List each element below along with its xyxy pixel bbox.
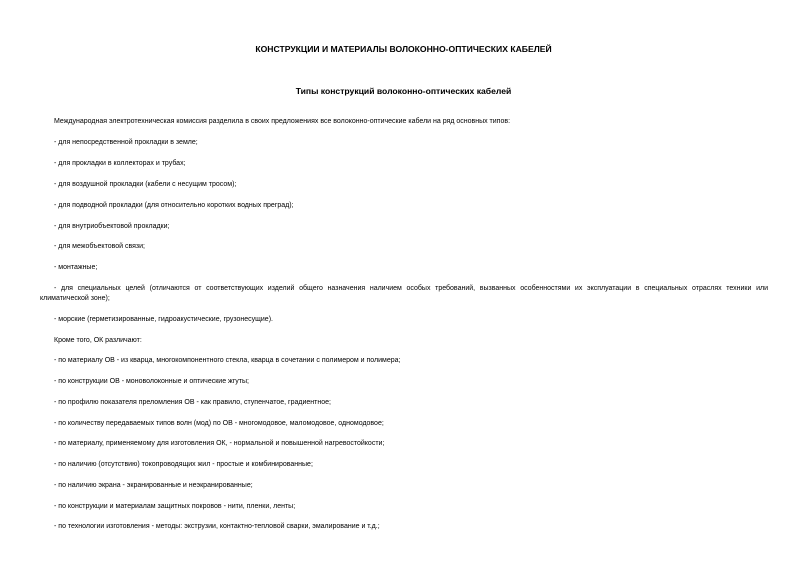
list-item — [40, 481, 768, 491]
intro-paragraph — [40, 117, 768, 127]
type-item-underwater: - для подводной прокладки (для относительно коротких водных преград); — [54, 202, 294, 209]
distinction-conductors: - по наличию (отсутствию) токопроводящих жил - простые и комбинированные; — [54, 461, 313, 468]
type-item-aerial: - для воздушной прокладки (кабели с несущим тросом); — [54, 181, 237, 188]
section-title: Типы конструкций волоконно-оптических кабелей — [295, 86, 512, 96]
distinction-modes: - по количеству передаваемых типов волн (мод) по ОВ - многомодовое, маломодовое, одномодовое; — [54, 420, 384, 427]
list-item — [40, 315, 768, 325]
type-item-marine: - морские (герметизированные, гидроакустические, грузонесущие). — [54, 316, 273, 323]
distinction-cable-material: - по материалу, применяемому для изготовления ОК, - нормальной и повышенной нагревостойкости; — [54, 440, 385, 447]
type-item-collectors: - для прокладки в коллекторах и трубах; — [54, 160, 186, 167]
distinction-screen: - по наличию экрана - экранированные и неэкранированные; — [54, 482, 253, 489]
besides-text: Кроме того, ОК различают: — [54, 337, 142, 344]
distinction-refraction-profile: - по профилю показателя преломления ОВ - как правило, ступенчатое, градиентное; — [54, 399, 331, 406]
distinction-fiber-construction: - по конструкции ОВ - моноволоконные и оптические жгуты; — [54, 378, 249, 385]
list-item — [40, 159, 768, 169]
list-item — [40, 377, 768, 387]
special-purpose-paragraph — [40, 284, 768, 304]
list-item — [40, 398, 768, 408]
list-item — [40, 242, 768, 252]
distinction-fiber-material: - по материалу ОВ - из кварца, многокомпонентного стекла, кварца в сочетании с полимером и полимера; — [54, 357, 401, 364]
list-item — [40, 522, 768, 532]
list-item — [40, 356, 768, 366]
list-item — [40, 460, 768, 470]
type-item-indoor: - для внутриобъектовой прокладки; — [54, 223, 170, 230]
list-item — [40, 263, 768, 273]
document-title: КОНСТРУКЦИИ И МАТЕРИАЛЫ ВОЛОКОННО-ОПТИЧЕСКИХ КАБЕЛЕЙ — [255, 44, 552, 54]
type-item-interobject: - для межобъектовой связи; — [54, 243, 145, 250]
special-purpose-line-1: - для специальных целей (отличаются от соответствующих изделий общего назначения наличием особых требований, вызванных особенностями их эксплуатации в специальных отраслях техники или — [54, 285, 768, 292]
type-item-mounting: - монтажные; — [54, 264, 98, 271]
intro-text: Международная электротехническая комиссия разделила в своих предложениях все волоконно-оптические кабели на ряд основных типов: — [54, 118, 511, 125]
list-item — [40, 201, 768, 211]
list-item — [40, 419, 768, 429]
list-item — [40, 138, 768, 148]
special-purpose-line-2: климатической зоне); — [40, 295, 110, 302]
distinction-protective-covers: - по конструкции и материалам защитных покровов - нити, пленки, ленты; — [54, 503, 296, 510]
besides-paragraph — [40, 336, 768, 346]
list-item — [40, 439, 768, 449]
list-item — [40, 180, 768, 190]
list-item — [40, 502, 768, 512]
list-item — [40, 222, 768, 232]
type-item-ground: - для непосредственной прокладки в земле; — [54, 139, 198, 146]
distinction-manufacturing: - по технологии изготовления - методы: экструзии, контактно-тепловой сварки, эмалирование и т.д.; — [54, 523, 380, 530]
